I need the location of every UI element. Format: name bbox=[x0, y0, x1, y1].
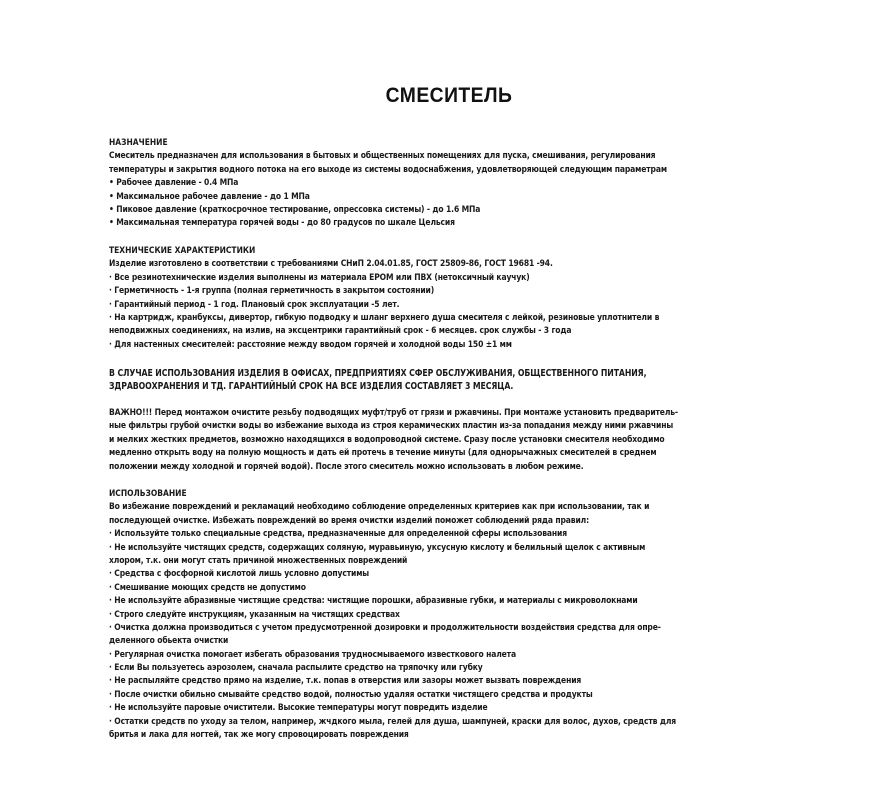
bullet-item: · Регулярная очистка помогает избегать образования трудносмываемого известкового налета bbox=[109, 649, 516, 660]
bullet-item: · Используйте только специальные средства, предназначенные для определенной сферы использования bbox=[109, 529, 567, 540]
text-line: неподвижных соединениях, на излив, на эксцентрики гарантийный срок - 6 месяцев. срок службы - 3 года bbox=[109, 326, 572, 337]
bullet-item: · Не используйте абразивные чистящие средства: чистящие порошки, абразивные губки, и материалы с микроволокнами bbox=[109, 596, 638, 607]
bullet-item: · Гарантийный период - 1 год. Плановый срок эксплуатации -5 лет. bbox=[109, 299, 400, 310]
text-line: и мелких жестких предметов, возможно находящихся в водопроводной системе. Сразу после установки смесителя необходимо bbox=[109, 434, 665, 445]
text-line: Во избежание повреждений и рекламаций необходимо соблюдение определенных критериев как при использовании, так и bbox=[109, 502, 650, 513]
section-heading: НАЗНАЧЕНИЕ bbox=[109, 138, 168, 148]
bullet-item: · Герметичность - 1-я группа (полная герметичность в закрытом состоянии) bbox=[109, 286, 435, 297]
section-heading: ИСПОЛЬЗОВАНИЕ bbox=[109, 489, 187, 499]
bullet-item: • Рабочее давление - 0.4 МПа bbox=[109, 178, 239, 189]
bullet-item: · Не используйте чистящих средств, содержащих соляную, муравьиную, уксусную кислоту и белильный щелок с активным bbox=[109, 542, 646, 553]
text-line: деленного обьекта очистки bbox=[109, 636, 229, 647]
text-line: бритья и лака для ногтей, так же могу спровоцировать повреждения bbox=[109, 730, 409, 741]
section-usage bbox=[109, 488, 799, 742]
text-line: ВАЖНО!!! Перед монтажом очистите резьбу подводящих муфт/труб от грязи и ржавчины. При монтаже установить предваритель- bbox=[109, 408, 678, 418]
bullet-item: · Очистка должна производиться с учетом предусмотренной дозировки и продолжительности воздействия средства для опре- bbox=[109, 622, 661, 633]
bullet-item: · Смешивание моющих средств не допустимо bbox=[109, 582, 306, 593]
text-line: медленно открыть воду на полную мощность и дать ей протечь в течение минуты (для однорычажных смесителей в среднем bbox=[109, 448, 657, 459]
section-important bbox=[109, 407, 799, 474]
section-specs bbox=[109, 245, 799, 352]
section-heading: ТЕХНИЧЕСКИЕ ХАРАКТЕРИСТИКИ bbox=[109, 246, 256, 256]
bullet-item: · Остатки средств по уходу за телом, например, жчдкого мыла, гелей для душа, шампуней, краски для волос, духов, средств для bbox=[109, 716, 677, 727]
bullet-item: · Не распыляйте средство прямо на изделие, т.к. попав в отверстия или зазоры может вызвать повреждения bbox=[109, 676, 582, 687]
warranty-notice: В СЛУЧАЕ ИСПОЛЬЗОВАНИЯ ИЗДЕЛИЯ В ОФИСАХ, ПРЕДПРИЯТИЯХ СФЕР ОБСЛУЖИВАНИЯ, ОБЩЕСТВЕННОГО ПИТАНИЯ, bbox=[109, 368, 647, 379]
bullet-item: · Не используйте паровые очистители. Высокие температуры могут повредить изделие bbox=[109, 703, 488, 714]
text-line: последующей очистке. Избежать повреждений во время очистки изделий поможет соблюдений ряда правил: bbox=[109, 515, 590, 526]
text-line: Смеситель предназначен для использования в бытовых и общественных помещениях для пуска, смешивания, регулирования bbox=[109, 151, 656, 162]
section-office-warranty bbox=[109, 367, 799, 394]
section-purpose bbox=[109, 137, 799, 231]
bullet-item: • Максимальная температура горячей воды - до 80 градусов по шкале Цельсия bbox=[109, 218, 455, 229]
bullet-item: · На картридж, кранбуксы, дивертор, гибкую подводку и шланг верхнего душа смесителя с лейкой, резиновые уплотнители в bbox=[109, 312, 660, 323]
bullet-item: · Для настенных смесителей: расстояние между вводом горячей и холодной воды 150 ±1 мм bbox=[109, 339, 512, 350]
warranty-notice: ЗДРАВООХРАНЕНИЯ И ТД. ГАРАНТИЙНЫЙ СРОК НА ВСЕ ИЗДЕЛИЯ СОСТАВЛЯЕТ 3 МЕСЯЦА. bbox=[109, 381, 514, 393]
bullet-item: · Средства с фосфорной кислотой лишь условно допустимы bbox=[109, 569, 370, 580]
bullet-item: · Строго следуйте инструкциям, указанным на чистящих средствах bbox=[109, 609, 400, 620]
text-line: положении между холодной и горячей водой). После этого смеситель можно использовать в любом режиме. bbox=[109, 461, 584, 472]
bullet-item: • Максимальное рабочее давление - до 1 МПа bbox=[109, 191, 310, 202]
text-line: хлором, т.к. они могут стать причиной множественных повреждений bbox=[109, 555, 408, 566]
bullet-item: · После очистки обильно смывайте средство водой, полностью удаляя остатки чистящего средства и продукты bbox=[109, 689, 593, 700]
text-line: ные фильтры грубой очистки воды во избежание выхода из строя керамических пластин из-за попадания между ними ржавчины bbox=[109, 421, 674, 432]
bullet-item: · Если Вы пользуетесь аэрозолем, сначала распылите средство на тряпочку или губку bbox=[109, 663, 483, 674]
text-line: Изделие изготовлено в соответствии с требованиями СНиП 2.04.01.85, ГОСТ 25809-86, ГОСТ 19681 -94. bbox=[109, 259, 553, 270]
page-title: СМЕСИТЕЛЬ bbox=[385, 84, 513, 107]
text-line: температуры и закрытия водного потока на его выходе из системы водоснабжения, удовлетворяющей следующим параметрам bbox=[109, 164, 667, 175]
bullet-item: · Все резинотехнические изделия выполнены из материала EPOM или ПВХ (нетоксичный каучук) bbox=[109, 272, 530, 283]
bullet-item: • Пиковое давление (краткосрочное тестирование, опрессовка системы) - до 1.6 МПа bbox=[109, 204, 481, 215]
